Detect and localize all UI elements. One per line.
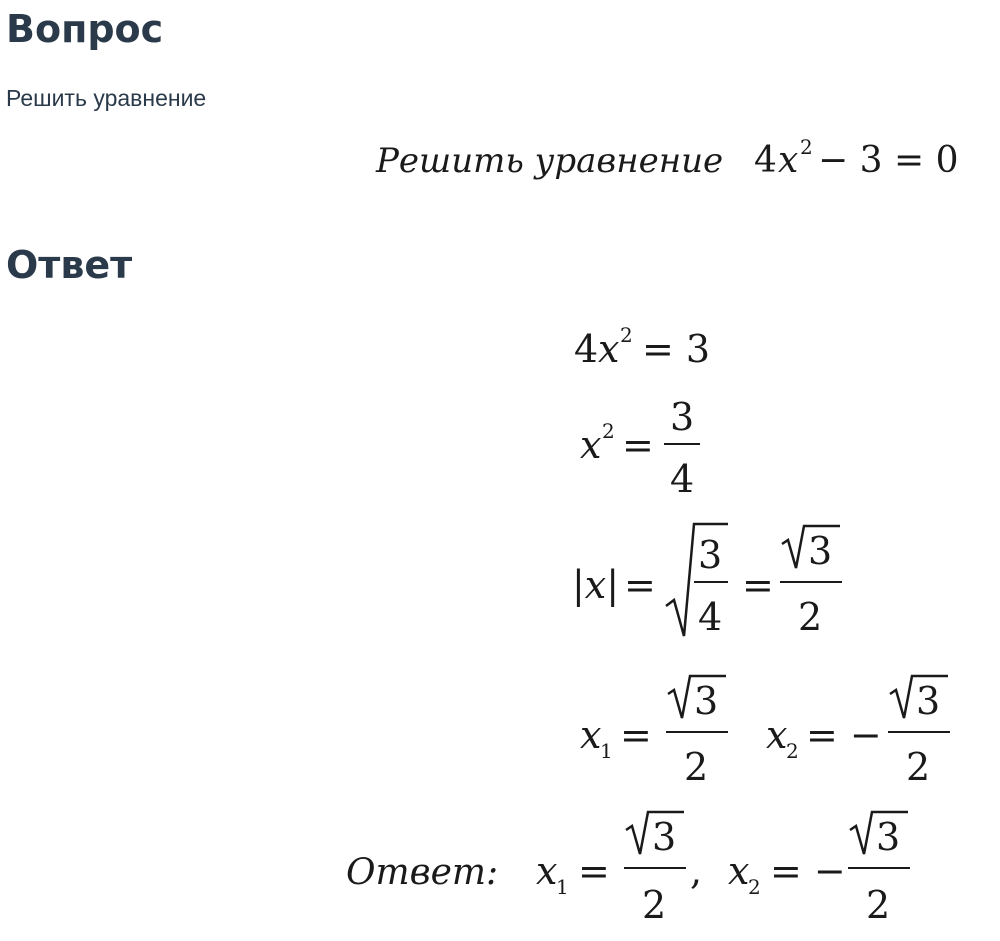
step3-rad-den: 4 [698, 595, 723, 639]
step3-eq2: = [742, 563, 774, 607]
step3-abs: |x| [572, 563, 620, 607]
step4-x1-eq: = [620, 713, 652, 757]
step4-x1-var: x [580, 713, 602, 757]
question-equation-image [370, 130, 995, 194]
step2-exp: 2 [602, 419, 615, 443]
answer-heading: Ответ [6, 243, 133, 287]
question-equation-rest: − 3 = 0 [818, 140, 959, 181]
step3-sqrt-arg: 3 [808, 529, 833, 573]
final-x2-sqrt-arg: 3 [876, 815, 901, 859]
step1-coef: 4 [574, 327, 599, 371]
question-equation-coef: 4 [754, 140, 777, 181]
question-equation-var: x [778, 140, 799, 181]
step1-exp: 2 [620, 323, 633, 347]
step2-var: x [580, 423, 602, 467]
final-answer [340, 808, 940, 937]
step1-var: x [598, 327, 620, 371]
final-x2-eq: = − [770, 849, 846, 893]
final-label: Ответ: [346, 852, 499, 893]
step1-rhs: = 3 [642, 327, 711, 371]
final-x1-sqrt-arg: 3 [652, 815, 677, 859]
step4-x2-sub: 2 [786, 739, 799, 763]
step4-x1-sub: 1 [600, 739, 613, 763]
final-separator: , [690, 849, 703, 893]
solution-step-3 [570, 514, 860, 648]
final-x2-var: x [728, 849, 750, 893]
step3-rad-num: 3 [698, 533, 723, 577]
question-equation-label: Решить уравнение [376, 141, 724, 181]
solution-step-4 [570, 668, 970, 797]
final-x1-var: x [536, 849, 558, 893]
step3-den: 2 [798, 595, 823, 639]
step4-x2-var: x [766, 713, 788, 757]
final-x1-sub: 1 [556, 875, 569, 899]
step2-den: 4 [670, 457, 695, 501]
step2-num: 3 [670, 395, 695, 439]
final-x2-sub: 2 [748, 875, 761, 899]
question-equation-exp: 2 [800, 135, 813, 159]
step3-eq1: = [624, 563, 656, 607]
final-x1-eq: = [578, 849, 610, 893]
step4-x1-den: 2 [684, 745, 709, 789]
question-equation-svg [370, 130, 995, 190]
step4-x2-sqrt-arg: 3 [916, 679, 941, 723]
question-heading: Вопрос [6, 7, 164, 51]
step4-x1-sqrt-arg: 3 [694, 679, 719, 723]
step4-x2-den: 2 [906, 745, 931, 789]
step2-eq: = [622, 423, 654, 467]
solution-step-1 [570, 318, 750, 382]
solution-step-2 [570, 392, 750, 506]
final-x1-den: 2 [642, 883, 667, 927]
final-x2-den: 2 [866, 883, 891, 927]
question-text: Решить уравнение [6, 85, 207, 111]
step4-x2-eq: = − [806, 713, 882, 757]
